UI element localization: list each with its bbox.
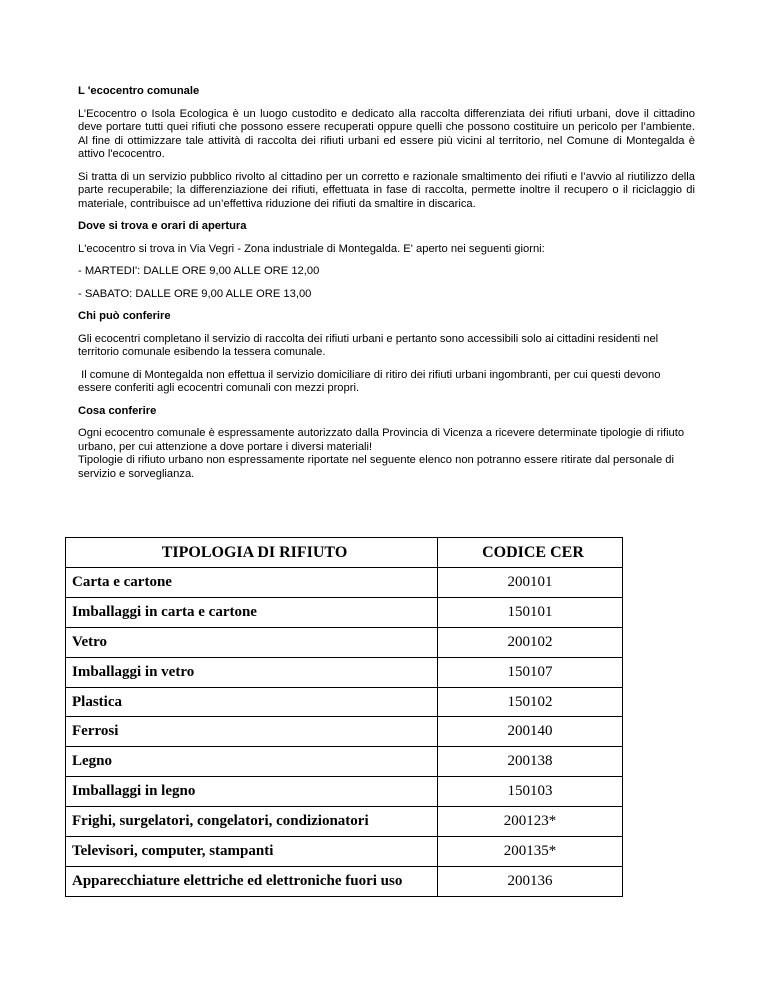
table-row <box>66 747 623 777</box>
section-heading-chi: Chi può conferire <box>78 310 171 322</box>
location-text: L'ecocentro si trova in Via Vegri - Zona industriale di Montegalda. E' aperto nei seguenti giorni: <box>78 242 545 255</box>
waste-type: Plastica <box>66 687 438 717</box>
hours-tuesday: - MARTEDI': DALLE ORE 9,00 ALLE ORE 12,00 <box>78 265 320 277</box>
header-codice-cer: CODICE CER <box>438 538 623 568</box>
cer-code: 200140 <box>438 717 623 747</box>
chi-paragraph-2: Il comune di Montegalda non effettua il servizio domiciliare di ritiro dei rifiuti urbani ingombranti, per cui questi devono essere conferiti agli ecocentri comunali con mezzi propri. <box>78 368 664 394</box>
table-row <box>66 837 623 867</box>
table-row <box>66 657 623 687</box>
cer-code: 200135* <box>438 837 623 867</box>
intro-paragraph-2: Si tratta di un servizio pubblico rivolto al cittadino per un corretto e razionale smaltimento dei rifiuti e l’avvio al riutilizzo della parte recuperabile; la differenziazione dei rifiuti, effettuata in fase di raccolta, permette inoltre il recupero o il riciclaggio di materiale, contribuisce ad un’effettiva riduzione dei rifiuti da smaltire in discarica. <box>78 170 695 210</box>
table-header-row <box>66 538 623 568</box>
hours-saturday: - SABATO: DALLE ORE 9,00 ALLE ORE 13,00 <box>78 287 312 300</box>
table-row <box>66 777 623 807</box>
cer-code: 200123* <box>438 807 623 837</box>
cer-code: 150102 <box>438 687 623 717</box>
page-title: L 'ecocentro comunale <box>78 85 200 97</box>
waste-type: Imballaggi in vetro <box>66 657 438 687</box>
cer-code: 150107 <box>438 657 623 687</box>
table-row <box>66 568 623 598</box>
waste-codes-table <box>65 537 623 897</box>
waste-type: Carta e cartone <box>66 568 438 598</box>
waste-type: Legno <box>66 747 438 777</box>
waste-type: Frighi, surgelatori, congelatori, condizionatori <box>66 807 438 837</box>
cer-code: 150103 <box>438 777 623 807</box>
intro-paragraph-1: L’Ecocentro o Isola Ecologica è un luogo custodito e dedicato alla raccolta differenziata dei rifiuti urbani, dove il cittadino deve portare tutti quei rifiuti che possono essere recuperati oppure quelli che possono costituire un pericolo per l’ambiente. Al fine di ottimizzare tale attività di raccolta dei rifiuti urbani ed essere più vicini al territorio, nel Comune di Montegalda è attivo l'ecocentro. <box>78 107 695 160</box>
waste-type: Televisori, computer, stampanti <box>66 837 438 867</box>
chi-paragraph-1: Gli ecocentri completano il servizio di raccolta dei rifiuti urbani e pertanto sono accessibili solo ai cittadini residenti nel territorio comunale esibendo la tessera comunale. <box>78 332 659 358</box>
waste-type: Imballaggi in legno <box>66 777 438 807</box>
waste-type: Apparecchiature elettriche ed elettroniche fuori uso <box>66 866 438 896</box>
header-tipologia: TIPOLOGIA DI RIFIUTO <box>66 538 438 568</box>
cer-code: 200136 <box>438 866 623 896</box>
table-row <box>66 807 623 837</box>
table-row <box>66 866 623 896</box>
waste-type: Imballaggi in carta e cartone <box>66 597 438 627</box>
cosa-line-2: Tipologie di rifiuto urbano non espressamente riportate nel seguente elenco non potranno essere ritirate dal personale di servizio e sorveglianza. <box>78 454 675 480</box>
table-row <box>66 597 623 627</box>
section-heading-cosa: Cosa conferire <box>78 404 157 417</box>
section-heading-dove: Dove si trova e orari di apertura <box>78 220 247 232</box>
waste-type: Vetro <box>66 627 438 657</box>
table-row <box>66 687 623 717</box>
cer-code: 150101 <box>438 597 623 627</box>
document-body <box>78 85 695 481</box>
cer-code: 200102 <box>438 627 623 657</box>
cer-code: 200138 <box>438 747 623 777</box>
table-row <box>66 717 623 747</box>
waste-type: Ferrosi <box>66 717 438 747</box>
cer-code: 200101 <box>438 568 623 598</box>
cosa-line-1: Ogni ecocentro comunale è espressamente autorizzato dalla Provincia di Vicenza a ricevere determinate tipologie di rifiuto urbano, per cui attenzione a dove portare i diversi materiali! <box>78 427 685 453</box>
table-row <box>66 627 623 657</box>
